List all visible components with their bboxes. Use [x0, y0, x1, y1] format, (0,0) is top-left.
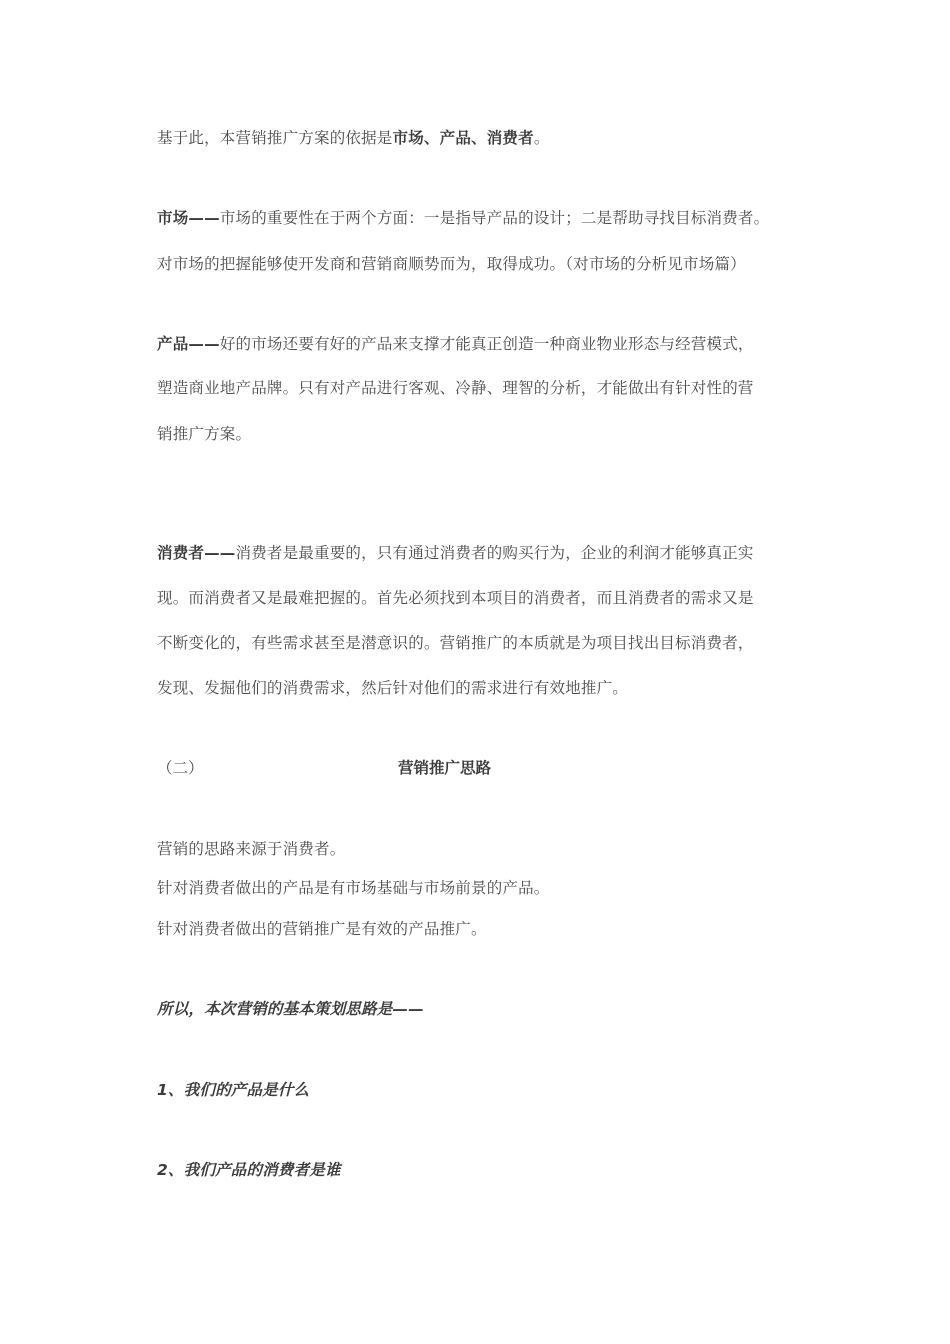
product-text-line1: 好的市场还要有好的产品来支撑才能真正创造一种商业物业形态与经营模式， — [219, 335, 754, 353]
consumer-paragraph-line1 — [157, 543, 754, 563]
intro-suffix: 。 — [533, 129, 550, 147]
section-title: 营销推广思路 — [398, 759, 492, 777]
product-paragraph-line3: 销推广方案。 — [157, 425, 252, 443]
consumer-paragraph-line2: 现。而消费者又是最难把握的。首先必须找到本项目的消费者，而且消费者的需求又是 — [157, 589, 754, 607]
intro-paragraph — [157, 128, 550, 148]
conclusion-text: 所以，本次营销的基本策划思路是—— — [157, 1000, 424, 1018]
consumer-text-line1: 消费者是最重要的，只有通过消费者的购买行为，企业的利润才能够真正实 — [235, 544, 754, 562]
consumer-paragraph-line4: 发现、发掘他们的消费需求，然后针对他们的需求进行有效地推广。 — [157, 679, 629, 697]
consumer-term: 消费者—— — [157, 544, 236, 562]
intro-keywords: 市场、产品、消费者 — [392, 129, 534, 147]
product-paragraph-line1 — [157, 334, 754, 354]
point-item-2: 2、我们产品的消费者是谁 — [157, 1161, 341, 1179]
market-term: 市场—— — [157, 209, 220, 227]
product-term: 产品—— — [157, 335, 220, 353]
thinking-line1: 营销的思路来源于消费者。 — [157, 840, 346, 858]
market-paragraph-line1 — [157, 208, 769, 228]
market-paragraph-line2: 对市场的把握能够使开发商和营销商顺势而为，取得成功。（对市场的分析见市场篇） — [157, 255, 746, 273]
intro-prefix: 基于此，本营销推广方案的依据是 — [157, 129, 393, 147]
thinking-line3: 针对消费者做出的营销推广是有效的产品推广。 — [157, 920, 487, 938]
section-number: （二） — [157, 759, 204, 777]
consumer-paragraph-line3: 不断变化的，有些需求甚至是潜意识的。营销推广的本质就是为项目找出目标消费者， — [157, 634, 754, 652]
product-paragraph-line2: 塑造商业地产品牌。只有对产品进行客观、冷静、理智的分析，才能做出有针对性的营 — [157, 379, 754, 397]
market-text-line1: 市场的重要性在于两个方面：一是指导产品的设计；二是帮助寻找目标消费者。 — [219, 209, 770, 227]
point-item-1: 1、我们的产品是什么 — [157, 1081, 310, 1099]
thinking-line2: 针对消费者做出的产品是有市场基础与市场前景的产品。 — [157, 879, 550, 897]
